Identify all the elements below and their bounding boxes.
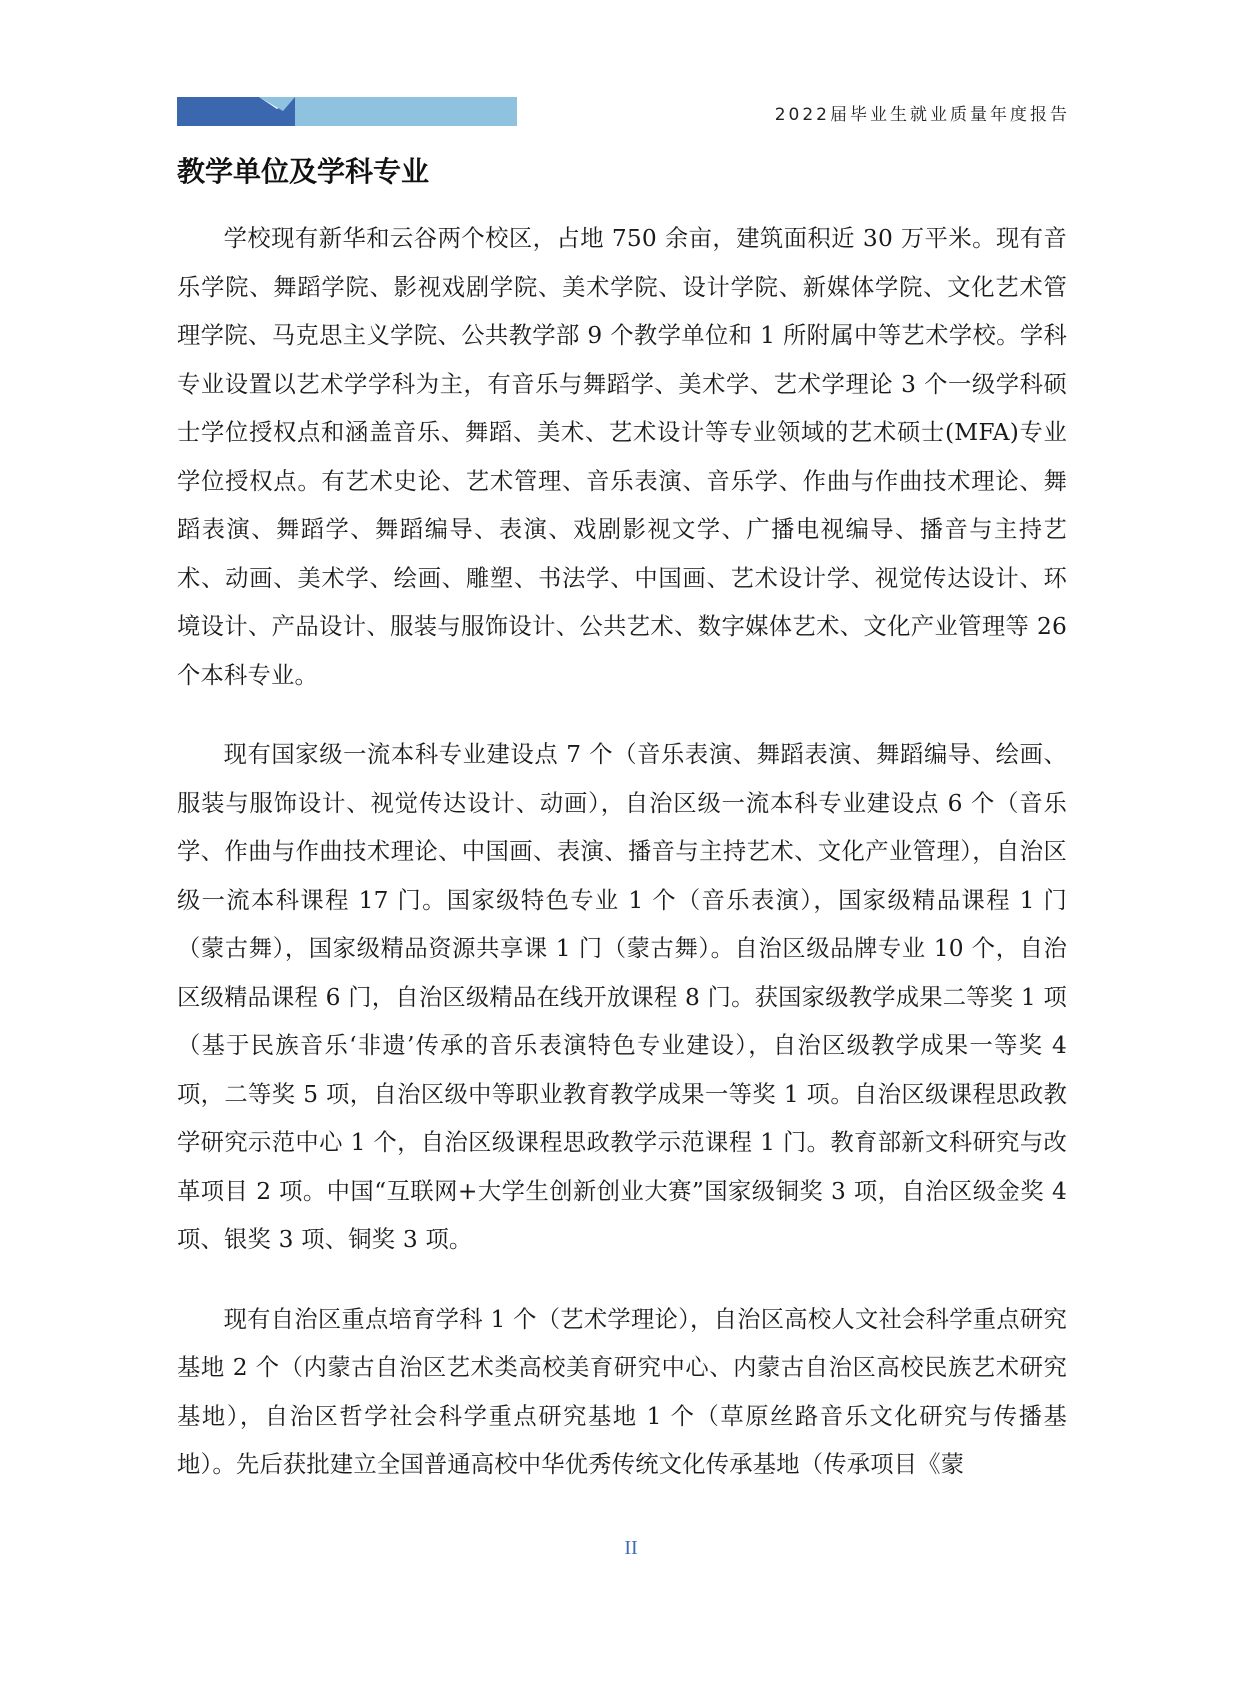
header-bar-right-segment [295,97,517,126]
report-title: 2022届毕业生就业质量年度报告 [774,105,1070,125]
paragraph-teaching-achievements: 现有国家级一流本科专业建设点 7 个（音乐表演、舞蹈表演、舞蹈编导、绘画、服装与服饰设计、视觉传达设计、动画），自治区级一流本科专业建设点 6 个（音乐学、作曲与作曲技术理论、中国画、表演、播音与主持艺术、文化产业管理），自治区级一流本科课程 17 门。国家级特色专业 1 个（音乐表演），国家级精品课程 1 门（蒙古舞），国家级精品资源共享课 1 门（蒙古舞）。自治区级品牌专业 10 个，自治区级精品课程 6 门，自治区级精品在线开放课程 8 门。获国家级教学成果二等奖 1 项（基于民族音乐‘非遗’传承的音乐表演特色专业建设），自治区级教学成果一等奖 4 项，二等奖 5 项，自治区级中等职业教育教学成果一等奖 1 项。自治区级课程思政教学研究示范中心 1 个，自治区级课程思政教学示范课程 1 门。教育部新文科研究与改革项目 2 项。中国“互联网+大学生创新创业大赛”国家级铜奖 3 项，自治区级金奖 4 项、银奖 3 项、铜奖 3 项。 [177,741,1067,1253]
page-number: II [624,1537,638,1559]
paragraph-campus-and-majors: 学校现有新华和云谷两个校区，占地 750 余亩，建筑面积近 30 万平米。现有音乐学院、舞蹈学院、影视戏剧学院、美术学院、设计学院、新媒体学院、文化艺术管理学院、马克思主义学院、公共教学部 9 个教学单位和 1 所附属中等艺术学校。学科专业设置以艺术学学科为主，有音乐与舞蹈学、美术学、艺术学理论 3 个一级学科硕士学位授权点和涵盖音乐、舞蹈、美术、艺术设计等专业领域的艺术硕士(MFA)专业学位授权点。有艺术史论、艺术管理、音乐表演、音乐学、作曲与作曲技术理论、舞蹈表演、舞蹈学、舞蹈编导、表演、戏剧影视文学、广播电视编导、播音与主持艺术、动画、美术学、绘画、雕塑、书法学、中国画、艺术设计学、视觉传达设计、环境设计、产品设计、服装与服饰设计、公共艺术、数字媒体艺术、文化产业管理等 26 个本科专业。 [177,225,1067,689]
section-heading: 教学单位及学科专业 [177,155,430,188]
header-decorative-bar [177,97,517,126]
body-text [177,215,1067,1521]
paragraph-research-bases: 现有自治区重点培育学科 1 个（艺术学理论），自治区高校人文社会科学重点研究基地 2 个（内蒙古自治区艺术类高校美育研究中心、内蒙古自治区高校民族艺术研究基地），自治区哲学社会科学重点研究基地 1 个（草原丝路音乐文化研究与传播基地）。先后获批建立全国普通高校中华优秀传统文化传承基地（传承项目《蒙 [177,1305,1067,1478]
